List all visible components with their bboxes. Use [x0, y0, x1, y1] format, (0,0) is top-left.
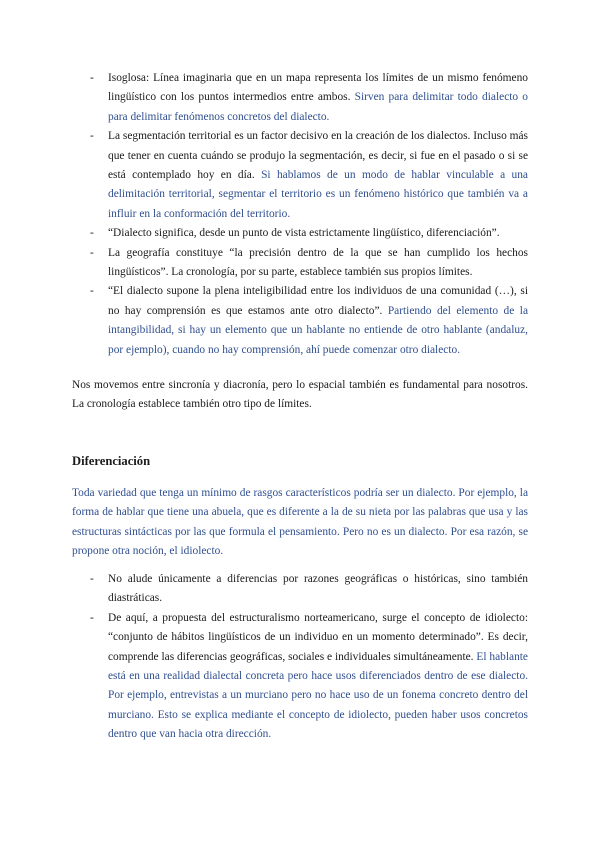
- bullet-list-idiolect: [90, 570, 528, 745]
- list-item-text: La geografía constituye “la precisión dentro de la que se han cumplido los hechos lingüísticos”. La cronología, por su parte, establece también sus propios límites.: [108, 246, 528, 279]
- paragraph-synchrony: Nos movemos entre sincronía y diacronía, pero lo espacial también es fundamental para nosotros. La cronología establece también otro tipo de límites.: [72, 379, 528, 411]
- dash-bullet: -: [90, 72, 94, 84]
- list-item: [90, 282, 528, 360]
- paragraph-variety: Toda variedad que tenga un mínimo de rasgos característicos podría ser un dialecto. Por ejemplo, la forma de hablar que tiene una abuela, que es diferente a la de su nieta por las palabras que usa y las estructuras sintácticas por las que formula el pensamiento. Pero no es un dialecto. Por esa razón, se propone otra noción, el idiolecto.: [72, 487, 528, 558]
- dash-bullet: -: [90, 573, 94, 585]
- list-item-text: Isoglosa: Línea imaginaria que en un mapa representa los límites de un mismo fenómeno lingüístico con los puntos intermedios entre ambos.: [108, 72, 528, 104]
- list-item-text: La segmentación territorial es un factor decisivo en la creación de los dialectos. Incluso más que tener en cuenta cuándo se produjo la segmentación, es decir, si fue en el pasado o si se está contemplado hoy en día.: [108, 130, 528, 182]
- list-item-note: Partiendo del elemento de la intangibilidad, si hay un elemento que un hablante no entiende de otro hablante (andaluz, por ejemplo), cuando no hay comprensión, ahí puede comenzar otro dialecto.: [108, 304, 528, 356]
- list-item-note: Sirven para delimitar todo dialecto o para delimitar fenómenos concretos del dialecto.: [108, 91, 528, 123]
- list-item-text: “El dialecto supone la plena inteligibilidad entre los individuos de una comunidad (…), si no hay comprensión es que estamos ante otro dialecto”.: [108, 285, 528, 317]
- dash-bullet: -: [90, 611, 94, 624]
- list-item: [90, 609, 528, 745]
- section-heading: Diferenciación: [72, 454, 151, 468]
- list-item: [90, 127, 528, 224]
- list-item-note: Si hablamos de un modo de hablar vinculable a una delimitación territorial, segmentar el territorio es un fenómeno histórico que también va a influir en la conformación del territorio.: [108, 169, 528, 220]
- dash-bullet: -: [90, 130, 94, 143]
- list-item: [90, 244, 528, 283]
- list-item-note: El hablante está en una realidad dialectal concreta pero hace usos diferenciados dentro de ese dialecto. Por ejemplo, entrevistas a un murciano pero no hace uso de un fonema concreto dentro del murciano. Esto se explica mediante el concepto de idiolecto, pueden haber usos concretos dentro que van hacia otra dirección.: [108, 650, 528, 741]
- dash-bullet: -: [90, 246, 94, 259]
- list-item-text: No alude únicamente a diferencias por razones geográficas o históricas, sino también diastráticas.: [108, 573, 528, 605]
- bullet-list-dialect: [90, 69, 528, 360]
- list-item: [90, 224, 528, 243]
- list-item-text: “Dialecto significa, desde un punto de vista estrictamente lingüístico, diferenciación”.: [108, 227, 500, 240]
- dash-bullet: -: [90, 227, 94, 240]
- dash-bullet: -: [90, 285, 94, 298]
- list-item-text: De aquí, a propuesta del estructuralismo norteamericano, surge el concepto de idiolecto: “conjunto de hábitos lingüísticos de un individuo en un momento determinado”. Es decir, comprende las diferencias geográficas, sociales e individuales simultáneamente.: [108, 611, 528, 663]
- list-item: [90, 570, 528, 609]
- list-item: [90, 69, 528, 127]
